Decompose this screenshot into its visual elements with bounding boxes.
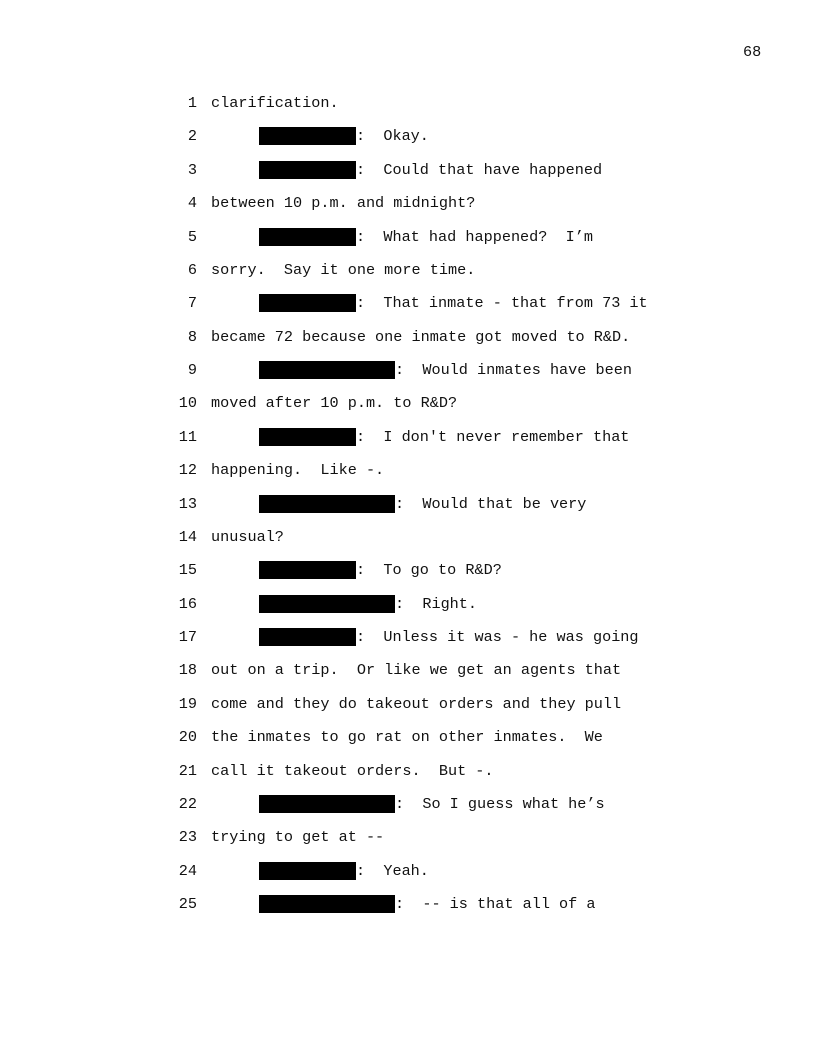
line-content: unusual? bbox=[211, 527, 284, 546]
line-number: 21 bbox=[178, 761, 197, 780]
page-number: 68 bbox=[743, 43, 762, 61]
line-content: call it takeout orders. But -. bbox=[211, 761, 494, 780]
line-number: 22 bbox=[178, 794, 197, 813]
line-number: 11 bbox=[178, 427, 197, 446]
line-number: 17 bbox=[178, 628, 197, 646]
line-content: : Unless it was - he was going bbox=[356, 628, 639, 646]
redacted-speaker-name bbox=[259, 294, 356, 312]
transcript-line bbox=[0, 660, 816, 693]
speaker-line-text bbox=[259, 361, 632, 379]
transcript-line bbox=[0, 260, 816, 293]
line-content: come and they do takeout orders and they pull bbox=[211, 694, 622, 713]
speaker-line-text bbox=[259, 895, 596, 913]
line-content: : -- is that all of a bbox=[395, 895, 596, 913]
line-number: 18 bbox=[178, 661, 197, 680]
speaker-line-text bbox=[259, 428, 629, 446]
transcript-line bbox=[0, 360, 816, 393]
line-content: the inmates to go rat on other inmates. We bbox=[211, 728, 603, 747]
transcript-line bbox=[0, 894, 816, 927]
transcript-line bbox=[0, 460, 816, 493]
redacted-speaker-name bbox=[259, 628, 356, 646]
line-content: : Would that be very bbox=[395, 494, 587, 513]
transcript-line bbox=[0, 393, 816, 426]
transcript-line bbox=[0, 694, 816, 727]
line-content: : So I guess what he’s bbox=[395, 794, 605, 813]
line-number: 9 bbox=[187, 361, 197, 379]
line-number: 3 bbox=[187, 160, 197, 179]
line-text bbox=[211, 394, 457, 412]
line-number: 24 bbox=[178, 861, 197, 880]
line-content: happening. Like -. bbox=[211, 461, 385, 480]
transcript-line bbox=[0, 827, 816, 860]
redacted-speaker-name bbox=[259, 795, 395, 813]
speaker-line-text bbox=[259, 561, 502, 579]
line-content: sorry. Say it one more time. bbox=[211, 260, 476, 279]
line-content: : Could that have happened bbox=[356, 160, 603, 179]
speaker-line-text bbox=[259, 228, 593, 246]
transcript-line bbox=[0, 594, 816, 627]
transcript-line bbox=[0, 727, 816, 760]
transcript-line bbox=[0, 193, 816, 226]
line-number: 2 bbox=[187, 127, 197, 146]
redacted-speaker-name bbox=[259, 862, 356, 880]
line-number: 7 bbox=[187, 294, 197, 313]
line-text bbox=[211, 728, 603, 746]
line-content: : That inmate - that from 73 it bbox=[356, 294, 648, 313]
line-content: : Would inmates have been bbox=[395, 361, 632, 379]
line-number: 4 bbox=[187, 194, 197, 213]
line-content: : What had happened? I’m bbox=[356, 227, 593, 246]
line-number: 8 bbox=[187, 327, 197, 346]
line-number: 25 bbox=[178, 895, 197, 913]
line-text bbox=[211, 695, 621, 713]
line-number: 5 bbox=[187, 227, 197, 246]
redacted-speaker-name bbox=[259, 895, 395, 913]
transcript-line bbox=[0, 227, 816, 260]
line-number: 16 bbox=[178, 594, 197, 613]
redacted-speaker-name bbox=[259, 361, 395, 379]
transcript-line bbox=[0, 794, 816, 827]
line-text bbox=[211, 762, 494, 780]
transcript-line bbox=[0, 527, 816, 560]
line-content: out on a trip. Or like we get an agents that bbox=[211, 661, 622, 680]
line-content: : Okay. bbox=[356, 127, 429, 146]
line-number: 13 bbox=[178, 494, 197, 513]
speaker-line-text bbox=[259, 294, 648, 312]
redacted-speaker-name bbox=[259, 561, 356, 579]
line-text bbox=[211, 328, 630, 346]
line-content: moved after 10 p.m. to R&D? bbox=[211, 394, 458, 413]
line-text bbox=[211, 261, 475, 279]
transcript-line bbox=[0, 494, 816, 527]
line-text bbox=[211, 461, 384, 479]
line-content: : I don't never remember that bbox=[356, 427, 630, 446]
speaker-line-text bbox=[259, 628, 639, 646]
transcript-line bbox=[0, 861, 816, 894]
line-number: 1 bbox=[187, 94, 197, 112]
transcript-line bbox=[0, 126, 816, 159]
speaker-line-text bbox=[259, 127, 429, 145]
line-content: : Right. bbox=[395, 594, 478, 613]
line-content: became 72 because one inmate got moved to R&D. bbox=[211, 327, 631, 346]
line-content: : Yeah. bbox=[356, 861, 429, 880]
line-text bbox=[211, 661, 621, 679]
speaker-line-text bbox=[259, 862, 429, 880]
line-text bbox=[211, 828, 384, 846]
transcript-line bbox=[0, 560, 816, 593]
redacted-speaker-name bbox=[259, 595, 395, 613]
transcript-line bbox=[0, 427, 816, 460]
line-text bbox=[211, 194, 475, 212]
redacted-speaker-name bbox=[259, 495, 395, 513]
redacted-speaker-name bbox=[259, 127, 356, 145]
line-number: 6 bbox=[187, 260, 197, 279]
transcript-line bbox=[0, 761, 816, 794]
transcript-line bbox=[0, 93, 816, 126]
transcript-line bbox=[0, 160, 816, 193]
line-number: 19 bbox=[178, 694, 197, 713]
speaker-line-text bbox=[259, 495, 586, 513]
line-content: clarification. bbox=[211, 94, 339, 112]
transcript-body bbox=[0, 93, 816, 927]
redacted-speaker-name bbox=[259, 161, 356, 179]
line-content: trying to get at -- bbox=[211, 828, 385, 847]
speaker-line-text bbox=[259, 161, 602, 179]
speaker-line-text bbox=[259, 795, 605, 813]
redacted-speaker-name bbox=[259, 228, 356, 246]
speaker-line-text bbox=[259, 595, 477, 613]
transcript-line bbox=[0, 327, 816, 360]
line-number: 14 bbox=[178, 527, 197, 546]
transcript-line bbox=[0, 627, 816, 660]
line-content: : To go to R&D? bbox=[356, 561, 502, 580]
line-number: 15 bbox=[178, 561, 197, 580]
redacted-speaker-name bbox=[259, 428, 356, 446]
line-text bbox=[211, 528, 284, 546]
line-number: 12 bbox=[178, 461, 197, 480]
line-number: 23 bbox=[178, 828, 197, 847]
transcript-line bbox=[0, 293, 816, 326]
line-number: 10 bbox=[178, 394, 197, 413]
line-content: between 10 p.m. and midnight? bbox=[211, 194, 476, 213]
line-number: 20 bbox=[178, 728, 197, 747]
line-text bbox=[211, 94, 339, 112]
